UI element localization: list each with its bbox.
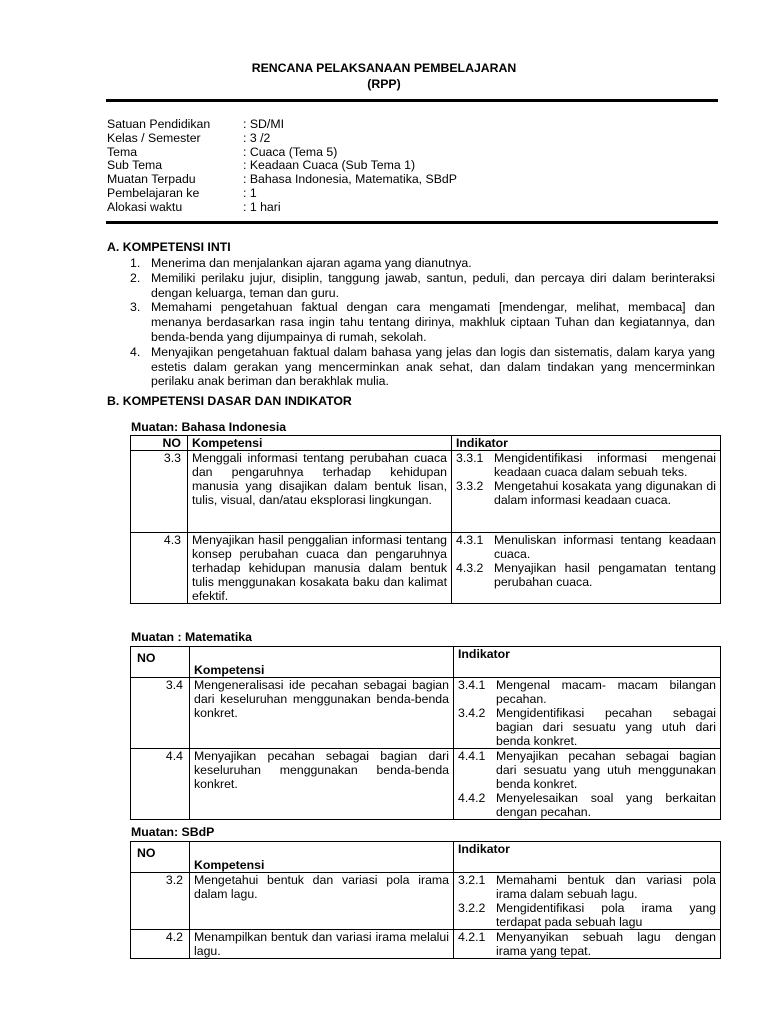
muatan-bahasa-indonesia-title: Muatan: Bahasa Indonesia	[131, 420, 287, 434]
table-header-row	[131, 647, 721, 678]
info-label: Pembelajaran ke	[107, 185, 200, 200]
list-item	[130, 271, 715, 301]
list-item-text: Memiliki perilaku jujur, disiplin, tanggung jawab, santun, peduli, dan percaya diri dalam berinteraksi dengan keluarga, teman dan guru.	[151, 270, 715, 300]
info-value: : 3 /2	[243, 130, 271, 145]
list-item	[130, 300, 715, 344]
list-item-text: Menerima dan menjalankan ajaran agama yang dianutnya.	[151, 256, 472, 270]
row-number: 3.3	[131, 451, 188, 533]
indikator-code: 4.4.1	[458, 749, 486, 763]
table-row	[131, 873, 721, 930]
row-number: 4.3	[131, 533, 188, 604]
table-header-row	[131, 842, 721, 873]
column-header-no: NO	[131, 647, 190, 678]
indikator-code: 3.2.1	[458, 873, 486, 887]
column-header-no: NO	[131, 842, 190, 873]
column-header-indikator: Indikator	[454, 842, 721, 873]
indikator-item	[456, 561, 716, 589]
row-indikator	[454, 678, 721, 749]
list-item	[130, 345, 715, 389]
list-item-text: Memahami pengetahuan faktual dengan cara mengamati [mendengar, melihat, membaca] dan menanya berdasarkan rasa ingin tahu tentang dirinya, makhluk ciptaan Tuhan dan kegiatannya, dan benda-benda yang dijumpainya di rumah, sekolah.	[151, 300, 715, 344]
info-label: Sub Tema	[107, 158, 163, 173]
indikator-code: 3.4.1	[458, 678, 486, 692]
row-kompetensi: Mengetahui bentuk dan variasi pola irama dalam lagu.	[190, 873, 454, 930]
indikator-item	[458, 901, 716, 929]
identity-block	[107, 118, 457, 215]
indikator-item	[458, 749, 716, 791]
title-line-1: RENCANA PELAKSANAAN PEMBELAJARAN	[251, 61, 517, 75]
column-header-kompetensi: Kompetensi	[190, 842, 454, 873]
info-row	[107, 201, 457, 215]
table-header-row	[131, 436, 721, 451]
title-line-2: (RPP)	[367, 77, 401, 91]
indikator-text: Memahami bentuk dan variasi pola irama dalam sebuah lagu.	[496, 873, 716, 901]
row-number: 3.2	[131, 873, 190, 930]
row-indikator	[454, 930, 721, 959]
table-row	[131, 930, 721, 959]
indikator-text: Menuliskan informasi tentang keadaan cuaca.	[494, 533, 716, 561]
indikator-text: Mengetahui kosakata yang digunakan di dalam informasi keadaan cuaca.	[494, 479, 716, 507]
row-indikator	[452, 533, 721, 604]
indikator-item	[458, 873, 716, 901]
list-item	[130, 256, 715, 271]
info-row	[107, 146, 457, 160]
info-value: : Bahasa Indonesia, Matematika, SBdP	[243, 172, 457, 187]
indikator-item	[456, 451, 716, 479]
indikator-code: 3.4.2	[458, 706, 486, 720]
kd-table-bahasa-indonesia	[130, 435, 721, 604]
indikator-code: 4.3.1	[456, 533, 484, 547]
table-row	[131, 749, 721, 820]
info-row	[107, 159, 457, 173]
list-item-number: 1.	[130, 256, 141, 270]
indikator-text: Mengidentifikasi pecahan sebagai bagian dari sesuatu yang utuh dari benda konkret.	[496, 706, 716, 748]
row-indikator	[454, 873, 721, 930]
info-row	[107, 187, 457, 201]
info-label: Satuan Pendidikan	[107, 117, 211, 131]
column-header-indikator: Indikator	[452, 436, 721, 451]
document-title	[0, 60, 768, 92]
indikator-code: 3.2.2	[458, 901, 486, 915]
section-b-heading: B. KOMPETENSI DASAR DAN INDIKATOR	[107, 394, 352, 408]
list-item-number: 3.	[130, 300, 141, 315]
muatan-matematika-title: Muatan : Matematika	[131, 630, 252, 644]
list-item-number: 2.	[130, 270, 141, 285]
identity-divider	[106, 221, 718, 224]
row-kompetensi: Menyajikan hasil penggalian informasi tentang konsep perubahan cuaca dan pengaruhnya terhadap kehidupan manusia dalam bentuk tulis menggunakan kosakata baku dan kalimat efektif.	[188, 533, 452, 604]
kd-table-matematika	[130, 646, 721, 820]
indikator-code: 4.4.2	[458, 791, 486, 805]
indikator-code: 4.2.1	[458, 930, 486, 944]
info-label: Tema	[107, 144, 138, 159]
row-kompetensi: Menampilkan bentuk dan variasi irama melalui lagu.	[190, 930, 454, 959]
info-value: : SD/MI	[243, 117, 284, 131]
indikator-code: 3.3.2	[456, 479, 484, 493]
column-header-no: NO	[131, 436, 188, 451]
indikator-text: Menyajikan pecahan sebagai bagian dari sesuatu yang utuh menggunakan benda konkret.	[496, 749, 716, 791]
info-row	[107, 132, 457, 146]
indikator-text: Menyelesaikan soal yang berkaitan dengan pecahan.	[496, 791, 716, 819]
info-row	[107, 173, 457, 187]
indikator-text: Menyanyikan sebuah lagu dengan irama yang tepat.	[496, 930, 716, 958]
info-value: : 1	[243, 185, 257, 200]
table-row	[131, 533, 721, 604]
info-row	[107, 118, 457, 132]
info-value: : Keadaan Cuaca (Sub Tema 1)	[243, 158, 416, 173]
muatan-sbdp-title: Muatan: SBdP	[131, 825, 215, 839]
indikator-text: Mengidentifikasi pola irama yang terdapat pada sebuah lagu	[496, 901, 716, 929]
kd-table-sbdp	[130, 841, 721, 959]
top-divider	[106, 99, 718, 102]
indikator-code: 3.3.1	[456, 451, 484, 465]
indikator-text: Mengidentifikasi informasi mengenai keadaan cuaca dalam sebuah teks.	[494, 451, 716, 479]
column-header-kompetensi: Kompetensi	[190, 647, 454, 678]
row-kompetensi: Menggali informasi tentang perubahan cuaca dan pengaruhnya terhadap kehidupan manusia yang disajikan dalam bentuk lisan, tulis, visual, dan/atau eksplorasi lingkungan.	[188, 451, 452, 533]
table-row	[131, 678, 721, 749]
info-label: Kelas / Semester	[107, 130, 201, 145]
indikator-text: Menyajikan hasil pengamatan tentang perubahan cuaca.	[494, 561, 716, 589]
indikator-item	[456, 533, 716, 561]
indikator-item	[458, 678, 716, 706]
indikator-item	[458, 706, 716, 748]
row-number: 4.2	[131, 930, 190, 959]
indikator-item	[456, 479, 716, 507]
list-item-text: Menyajikan pengetahuan faktual dalam bahasa yang jelas dan logis dan sistematis, dalam karya yang estetis dalam gerakan yang mencerminkan anak sehat, dan dalam tindakan yang mencerminkan perilaku anak beriman dan berakhlak mulia.	[151, 344, 715, 389]
indikator-text: Mengenal macam- macam bilangan pecahan.	[496, 678, 716, 706]
info-label: Muatan Terpadu	[107, 172, 196, 187]
info-label: Alokasi waktu	[107, 199, 183, 214]
column-header-indikator: Indikator	[454, 647, 721, 678]
row-kompetensi: Menyajikan pecahan sebagai bagian dari keseluruhan menggunakan benda-benda konkret.	[190, 749, 454, 820]
info-value: : Cuaca (Tema 5)	[243, 144, 338, 159]
row-number: 3.4	[131, 678, 190, 749]
row-kompetensi: Mengeneralisasi ide pecahan sebagai bagian dari keseluruhan menggunakan benda-benda konkret.	[190, 678, 454, 749]
indikator-item	[458, 791, 716, 819]
indikator-code: 4.3.2	[456, 561, 484, 575]
indikator-item	[458, 930, 716, 958]
kompetensi-inti-list	[130, 256, 715, 389]
column-header-kompetensi: Kompetensi	[188, 436, 452, 451]
row-indikator	[452, 451, 721, 533]
section-a-heading: A. KOMPETENSI INTI	[107, 240, 231, 254]
row-indikator	[454, 749, 721, 820]
list-item-number: 4.	[130, 344, 141, 359]
row-number: 4.4	[131, 749, 190, 820]
table-row	[131, 451, 721, 533]
info-value: : 1 hari	[243, 199, 281, 214]
